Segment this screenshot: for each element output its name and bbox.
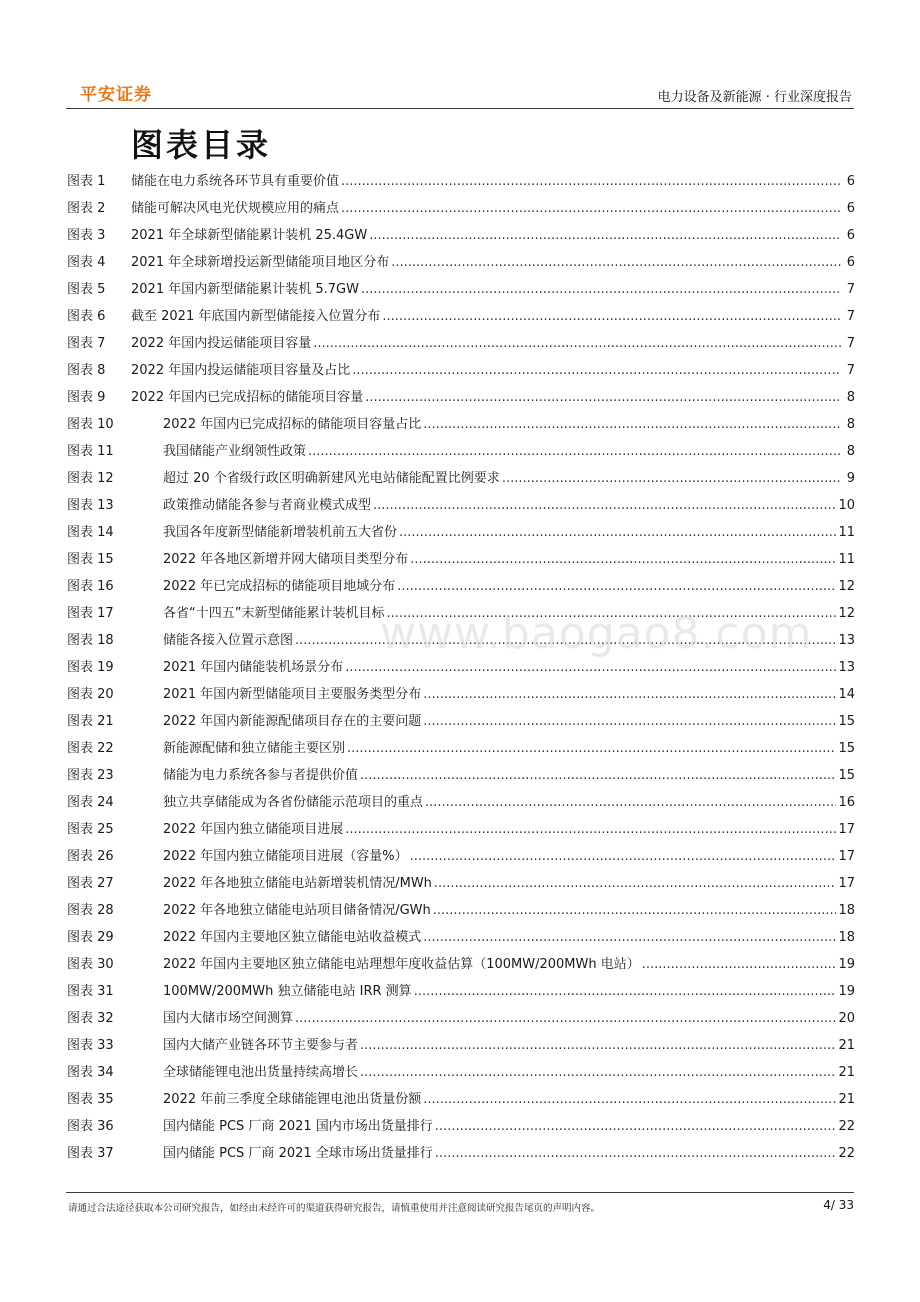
toc-entry[interactable] [67, 1117, 855, 1144]
toc-page-number: 8 [846, 390, 855, 405]
toc-entry[interactable] [67, 442, 855, 469]
toc-figure-label: 图表 9 [67, 390, 106, 405]
brand-logo: 平安证券 [80, 85, 152, 105]
toc-figure-title: 我国储能产业纲领性政策 [163, 444, 307, 459]
toc-figure-label: 图表 4 [67, 255, 106, 270]
toc-page-number: 7 [846, 363, 855, 378]
toc-figure-title: 2022 年已完成招标的储能项目地域分布 [163, 579, 396, 594]
toc-entry[interactable] [67, 739, 855, 766]
page-number: 4/ 33 [823, 1198, 854, 1212]
toc-entry[interactable] [67, 847, 855, 874]
footer-disclaimer: 请通过合法途径获取本公司研究报告，如经由未经许可的渠道获得研究报告，请慎重使用并注意阅读研究报告尾页的声明内容。 [68, 1203, 601, 1214]
toc-figure-label: 图表 8 [67, 363, 106, 378]
toc-leader-dots [365, 388, 841, 415]
toc-figure-label: 图表 23 [67, 768, 114, 783]
toc-figure-label: 图表 24 [67, 795, 114, 810]
toc-entry[interactable] [67, 523, 855, 550]
toc-page-number: 6 [846, 228, 855, 243]
toc-page-number: 7 [846, 336, 855, 351]
toc-entry[interactable] [67, 226, 855, 253]
toc-figure-label: 图表 22 [67, 741, 114, 756]
toc-page-number: 11 [838, 552, 855, 567]
toc-entry[interactable] [67, 550, 855, 577]
toc-leader-dots [295, 631, 836, 658]
toc-leader-dots [313, 334, 841, 361]
toc-figure-title: 2022 年各地区新增并网大储项目类型分布 [163, 552, 409, 567]
toc-figure-title: 2022 年各地独立储能电站项目储备情况/GWh [163, 903, 431, 918]
toc-figure-label: 图表 10 [67, 417, 114, 432]
toc-figure-title: 新能源配储和独立储能主要区别 [163, 741, 346, 756]
toc-entry[interactable] [67, 658, 855, 685]
toc-leader-dots [399, 523, 836, 550]
toc-page-number: 17 [838, 876, 855, 891]
toc-figure-label: 图表 28 [67, 903, 114, 918]
toc-figure-label: 图表 18 [67, 633, 114, 648]
toc-leader-dots [414, 982, 837, 1009]
toc-figure-label: 图表 33 [67, 1038, 114, 1053]
toc-page-number: 18 [838, 903, 855, 918]
toc-figure-title: 2022 年前三季度全球储能锂电池出货量份额 [163, 1092, 422, 1107]
toc-page-number: 17 [838, 822, 855, 837]
toc-figure-title: 2022 年国内主要地区独立储能电站收益模式 [163, 930, 422, 945]
toc-leader-dots [341, 172, 841, 199]
toc-page-number: 18 [838, 930, 855, 945]
table-of-figures [67, 172, 855, 1171]
toc-figure-title: 2022 年国内主要地区独立储能电站理想年度收益估算（100MW/200MWh 电站） [163, 957, 640, 972]
toc-leader-dots [642, 955, 837, 982]
toc-figure-title: 2021 年国内储能装机场景分布 [163, 660, 344, 675]
toc-figure-title: 储能各接入位置示意图 [163, 633, 294, 648]
toc-entry[interactable] [67, 361, 855, 388]
toc-figure-title: 2021 年全球新型储能累计装机 25.4GW [131, 228, 368, 243]
toc-figure-label: 图表 29 [67, 930, 114, 945]
toc-page-number: 12 [838, 606, 855, 621]
header-divider [66, 108, 854, 109]
toc-entry[interactable] [67, 874, 855, 901]
toc-page-number: 21 [838, 1065, 855, 1080]
toc-leader-dots [360, 766, 836, 793]
toc-page-number: 6 [846, 201, 855, 216]
toc-figure-title: 超过 20 个省级行政区明确新建风光电站储能配置比例要求 [163, 471, 500, 486]
toc-page-number: 7 [846, 282, 855, 297]
toc-leader-dots [345, 658, 836, 685]
toc-figure-title: 2022 年各地独立储能电站新增装机情况/MWh [163, 876, 432, 891]
toc-entry[interactable] [67, 469, 855, 496]
toc-page-number: 14 [838, 687, 855, 702]
toc-figure-title: 国内大储市场空间测算 [163, 1011, 294, 1026]
toc-figure-label: 图表 25 [67, 822, 114, 837]
toc-page-number: 19 [838, 957, 855, 972]
toc-page-number: 21 [838, 1038, 855, 1053]
toc-figure-label: 图表 11 [67, 444, 114, 459]
toc-entry[interactable] [67, 199, 855, 226]
toc-figure-label: 图表 13 [67, 498, 114, 513]
toc-page-number: 22 [838, 1146, 855, 1161]
toc-page-number: 16 [838, 795, 855, 810]
toc-figure-title: 2022 年国内已完成招标的储能项目容量 [131, 390, 364, 405]
toc-entry[interactable] [67, 415, 855, 442]
toc-leader-dots [502, 469, 841, 496]
toc-page-number: 15 [838, 768, 855, 783]
toc-leader-dots [425, 793, 836, 820]
toc-entry[interactable] [67, 1036, 855, 1063]
toc-figure-title: 100MW/200MWh 独立储能电站 IRR 测算 [163, 984, 412, 999]
toc-figure-label: 图表 3 [67, 228, 106, 243]
toc-entry[interactable] [67, 334, 855, 361]
toc-leader-dots [345, 820, 836, 847]
toc-leader-dots [386, 604, 836, 631]
toc-leader-dots [347, 739, 836, 766]
toc-figure-label: 图表 36 [67, 1119, 114, 1134]
toc-figure-title: 国内储能 PCS 厂商 2021 国内市场出货量排行 [163, 1119, 433, 1134]
toc-leader-dots [360, 1036, 836, 1063]
toc-entry[interactable] [67, 820, 855, 847]
toc-figure-label: 图表 2 [67, 201, 106, 216]
toc-entry[interactable] [67, 955, 855, 982]
toc-entry[interactable] [67, 928, 855, 955]
toc-page-number: 11 [838, 525, 855, 540]
toc-figure-label: 图表 27 [67, 876, 114, 891]
report-type: 电力设备及新能源 · 行业深度报告 [657, 90, 852, 105]
toc-page-number: 12 [838, 579, 855, 594]
toc-figure-label: 图表 17 [67, 606, 114, 621]
toc-entry[interactable] [67, 307, 855, 334]
toc-leader-dots [435, 1117, 837, 1144]
toc-leader-dots [423, 415, 841, 442]
toc-entry[interactable] [67, 1144, 855, 1171]
toc-figure-title: 政策推动储能各参与者商业模式成型 [163, 498, 372, 513]
toc-leader-dots [308, 442, 841, 469]
toc-leader-dots [369, 226, 841, 253]
toc-leader-dots [391, 253, 841, 280]
toc-figure-title: 储能可解决风电光伏规模应用的痛点 [131, 201, 340, 216]
toc-entry[interactable] [67, 1009, 855, 1036]
toc-entry[interactable] [67, 685, 855, 712]
toc-entry[interactable] [67, 388, 855, 415]
toc-figure-title: 储能为电力系统各参与者提供价值 [163, 768, 359, 783]
toc-page-number: 20 [838, 1011, 855, 1026]
toc-figure-title: 全球储能锂电池出货量持续高增长 [163, 1065, 359, 1080]
toc-entry[interactable] [67, 280, 855, 307]
toc-figure-title: 2022 年国内投运储能项目容量及占比 [131, 363, 351, 378]
toc-entry[interactable] [67, 172, 855, 199]
toc-figure-label: 图表 19 [67, 660, 114, 675]
toc-figure-title: 我国各年度新型储能新增装机前五大省份 [163, 525, 398, 540]
toc-leader-dots [435, 1144, 837, 1171]
toc-page-number: 13 [838, 633, 855, 648]
toc-page-number: 15 [838, 714, 855, 729]
toc-figure-label: 图表 21 [67, 714, 114, 729]
toc-figure-label: 图表 34 [67, 1065, 114, 1080]
toc-figure-title: 2022 年国内新能源配储项目存在的主要问题 [163, 714, 422, 729]
toc-entry[interactable] [67, 766, 855, 793]
toc-page-number: 22 [838, 1119, 855, 1134]
toc-figure-label: 图表 26 [67, 849, 114, 864]
toc-leader-dots [423, 1090, 836, 1117]
toc-page-number: 8 [846, 417, 855, 432]
toc-page-number: 15 [838, 741, 855, 756]
toc-figure-title: 2022 年国内已完成招标的储能项目容量占比 [163, 417, 422, 432]
toc-entry[interactable] [67, 982, 855, 1009]
toc-figure-label: 图表 32 [67, 1011, 114, 1026]
toc-entry[interactable] [67, 253, 855, 280]
toc-figure-label: 图表 5 [67, 282, 106, 297]
toc-figure-title: 储能在电力系统各环节具有重要价值 [131, 174, 340, 189]
toc-leader-dots [373, 496, 836, 523]
toc-figure-label: 图表 20 [67, 687, 114, 702]
toc-page-number: 6 [846, 255, 855, 270]
toc-entry[interactable] [67, 1063, 855, 1090]
toc-leader-dots [410, 550, 836, 577]
toc-figure-label: 图表 14 [67, 525, 114, 540]
toc-leader-dots [352, 361, 841, 388]
toc-figure-title: 国内大储产业链各环节主要参与者 [163, 1038, 359, 1053]
toc-leader-dots [382, 307, 841, 334]
toc-figure-label: 图表 12 [67, 471, 114, 486]
toc-figure-title: 2021 年全球新增投运新型储能项目地区分布 [131, 255, 390, 270]
toc-entry[interactable] [67, 631, 855, 658]
toc-figure-title: 国内储能 PCS 厂商 2021 全球市场出货量排行 [163, 1146, 433, 1161]
toc-entry[interactable] [67, 496, 855, 523]
toc-page-number: 17 [838, 849, 855, 864]
toc-figure-title: 2022 年国内投运储能项目容量 [131, 336, 312, 351]
toc-leader-dots [410, 847, 837, 874]
toc-page-number: 9 [846, 471, 855, 486]
toc-figure-title: 2021 年国内新型储能项目主要服务类型分布 [163, 687, 422, 702]
footer-divider [66, 1192, 854, 1193]
toc-leader-dots [397, 577, 836, 604]
toc-leader-dots [423, 685, 836, 712]
toc-figure-title: 各省“十四五”末新型储能累计装机目标 [163, 606, 385, 621]
toc-leader-dots [433, 901, 837, 928]
toc-page-number: 6 [846, 174, 855, 189]
toc-leader-dots [295, 1009, 836, 1036]
toc-entry[interactable] [67, 901, 855, 928]
toc-leader-dots [423, 928, 836, 955]
toc-page-number: 8 [846, 444, 855, 459]
toc-figure-label: 图表 30 [67, 957, 114, 972]
watermark: www.baogao8.com [380, 608, 813, 659]
toc-leader-dots [434, 874, 837, 901]
toc-figure-title: 截至 2021 年底国内新型储能接入位置分布 [131, 309, 381, 324]
toc-figure-label: 图表 16 [67, 579, 114, 594]
toc-figure-label: 图表 35 [67, 1092, 114, 1107]
toc-entry[interactable] [67, 712, 855, 739]
toc-entry[interactable] [67, 577, 855, 604]
toc-page-number: 21 [838, 1092, 855, 1107]
page-title: 图表目录 [131, 126, 272, 164]
toc-entry[interactable] [67, 793, 855, 820]
toc-page-number: 13 [838, 660, 855, 675]
toc-figure-label: 图表 6 [67, 309, 106, 324]
toc-figure-label: 图表 31 [67, 984, 114, 999]
toc-figure-label: 图表 1 [67, 174, 106, 189]
toc-page-number: 7 [846, 309, 855, 324]
toc-figure-label: 图表 15 [67, 552, 114, 567]
toc-figure-title: 独立共享储能成为各省份储能示范项目的重点 [163, 795, 424, 810]
toc-entry[interactable] [67, 1090, 855, 1117]
toc-leader-dots [360, 1063, 836, 1090]
toc-figure-label: 图表 37 [67, 1146, 114, 1161]
toc-leader-dots [341, 199, 841, 226]
toc-entry[interactable] [67, 604, 855, 631]
toc-page-number: 10 [838, 498, 855, 513]
toc-figure-title: 2022 年国内独立储能项目进展（容量%） [163, 849, 408, 864]
toc-figure-title: 2022 年国内独立储能项目进展 [163, 822, 344, 837]
toc-page-number: 19 [838, 984, 855, 999]
toc-figure-title: 2021 年国内新型储能累计装机 5.7GW [131, 282, 359, 297]
toc-leader-dots [361, 280, 841, 307]
toc-leader-dots [423, 712, 836, 739]
toc-figure-label: 图表 7 [67, 336, 106, 351]
